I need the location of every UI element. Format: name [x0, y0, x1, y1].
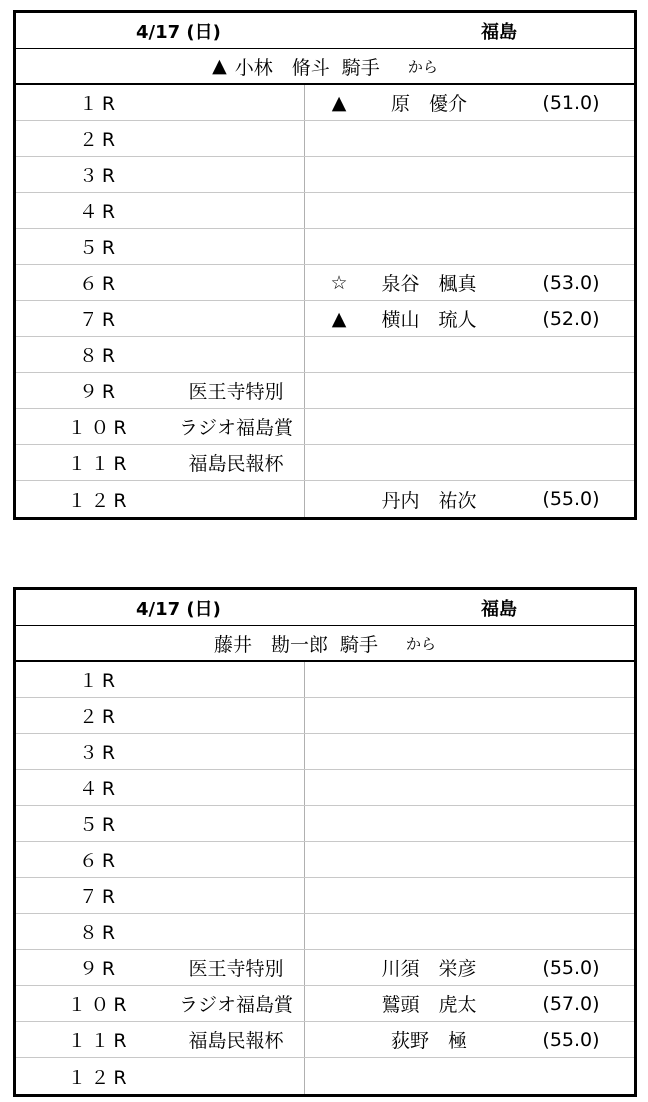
replacement-mark — [321, 770, 357, 805]
replacement-jockey — [364, 1058, 494, 1094]
jockey-title — [16, 626, 634, 660]
table-row — [16, 229, 634, 265]
replacement-mark — [321, 121, 357, 156]
table-row — [16, 481, 634, 517]
race-number: ４R — [78, 778, 120, 800]
column-divider — [304, 373, 305, 408]
table-row — [16, 806, 634, 842]
replacement-jockey — [364, 445, 494, 480]
replacement-jockey: 原 優介 — [390, 93, 467, 115]
column-divider — [304, 301, 305, 336]
column-divider — [304, 481, 305, 517]
replacement-weight — [536, 770, 606, 805]
race-name: 福島民報杯 — [188, 453, 284, 475]
race-number: ４R — [78, 201, 120, 223]
jockey-change-table-1 — [13, 10, 637, 520]
replacement-mark — [321, 950, 357, 985]
jockey-title-row — [16, 49, 634, 85]
column-divider — [304, 1058, 305, 1094]
replacement-weight: (55.0) — [542, 956, 600, 979]
race-number: ９R — [78, 381, 120, 403]
replacement-weight: (55.0) — [542, 488, 600, 510]
table-row — [16, 85, 634, 121]
replacement-jockey: 鷲頭 虎太 — [381, 994, 477, 1016]
race-name — [166, 481, 306, 517]
race-number: ８R — [78, 345, 120, 367]
column-divider — [304, 121, 305, 156]
replacement-weight: (55.0) — [542, 1028, 600, 1051]
table-row — [16, 950, 634, 986]
replacement-mark — [321, 445, 357, 480]
replacement-jockey: 泉谷 楓真 — [381, 273, 477, 295]
race-name: 医王寺特別 — [188, 958, 284, 980]
table-row — [16, 878, 634, 914]
venue-label: 福島 — [481, 598, 517, 620]
replacement-mark: ▲ — [331, 91, 347, 114]
replacement-jockey — [364, 337, 494, 372]
table-row — [16, 301, 634, 337]
jockey-mark: ▲ — [212, 55, 227, 77]
replacement-weight — [536, 878, 606, 913]
replacement-mark — [321, 806, 357, 841]
replacement-jockey — [364, 770, 494, 805]
table-row — [16, 734, 634, 770]
race-number: ３R — [78, 165, 120, 187]
race-number: ６R — [78, 273, 120, 295]
replacement-jockey: 横山 琉人 — [381, 309, 477, 331]
column-divider — [304, 950, 305, 985]
race-number: ９R — [78, 958, 120, 980]
race-number: ７R — [78, 309, 120, 331]
replacement-jockey — [364, 842, 494, 877]
column-divider — [304, 698, 305, 733]
column-divider — [304, 986, 305, 1021]
replacement-weight: (53.0) — [542, 271, 600, 294]
replacement-jockey — [364, 229, 494, 264]
venue-label: 福島 — [481, 21, 517, 43]
replacement-jockey: 丹内 祐次 — [381, 489, 477, 512]
table-row — [16, 986, 634, 1022]
table-row — [16, 265, 634, 301]
table-row — [16, 373, 634, 409]
replacement-mark — [321, 409, 357, 444]
replacement-jockey — [364, 914, 494, 949]
replacement-weight — [536, 193, 606, 228]
replacement-jockey — [364, 193, 494, 228]
race-name — [166, 770, 306, 805]
jockey-suffix: 騎手 — [339, 633, 378, 656]
jockey-name: 藤井 勘一郎 — [213, 633, 328, 656]
race-number: ８R — [78, 922, 120, 944]
jockey-title-row — [16, 626, 634, 662]
replacement-mark — [321, 193, 357, 228]
race-name — [166, 229, 306, 264]
race-rows — [16, 662, 634, 1094]
race-number: １R — [78, 93, 120, 115]
replacement-weight: (57.0) — [542, 992, 600, 1015]
race-name — [166, 121, 306, 156]
race-rows — [16, 85, 634, 517]
race-name — [166, 842, 306, 877]
race-name — [166, 662, 306, 697]
column-divider — [304, 1022, 305, 1057]
race-name — [166, 301, 306, 336]
replacement-jockey — [364, 662, 494, 697]
column-divider — [304, 229, 305, 264]
race-name: ラジオ福島賞 — [178, 994, 293, 1016]
replacement-mark — [321, 842, 357, 877]
replacement-weight — [536, 229, 606, 264]
replacement-mark — [321, 1058, 357, 1094]
replacement-jockey — [364, 806, 494, 841]
replacement-mark — [321, 698, 357, 733]
table-row — [16, 662, 634, 698]
race-name — [166, 1058, 306, 1094]
column-divider — [304, 193, 305, 228]
column-divider — [304, 842, 305, 877]
replacement-weight — [536, 662, 606, 697]
replacement-mark — [321, 914, 357, 949]
column-divider — [304, 85, 305, 120]
table-row — [16, 193, 634, 229]
replacement-weight — [536, 914, 606, 949]
replacement-weight — [536, 445, 606, 480]
replacement-weight — [536, 842, 606, 877]
replacement-jockey: 荻野 極 — [390, 1030, 467, 1052]
column-divider — [304, 265, 305, 300]
race-number: １０R — [67, 417, 131, 439]
table-row — [16, 445, 634, 481]
date-label: 4/17 (日) — [136, 598, 221, 620]
replacement-mark — [321, 481, 357, 517]
race-number: １１R — [67, 453, 131, 475]
table-row — [16, 157, 634, 193]
replacement-mark — [321, 986, 357, 1021]
replacement-mark — [321, 373, 357, 408]
race-number: ５R — [78, 814, 120, 836]
replacement-mark — [321, 157, 357, 192]
table-row — [16, 121, 634, 157]
column-divider — [304, 445, 305, 480]
jockey-change-table-2 — [13, 587, 637, 1097]
replacement-jockey — [364, 698, 494, 733]
race-name — [166, 914, 306, 949]
race-name: ラジオ福島賞 — [178, 417, 293, 439]
race-number: ２R — [78, 706, 120, 728]
race-number: １０R — [67, 994, 131, 1016]
table-row — [16, 842, 634, 878]
race-number: １１R — [67, 1030, 131, 1052]
race-name — [166, 265, 306, 300]
race-number: ３R — [78, 742, 120, 764]
replacement-weight: (52.0) — [542, 307, 600, 330]
replacement-weight — [536, 698, 606, 733]
table-header-row — [16, 13, 634, 49]
table-row — [16, 770, 634, 806]
race-name — [166, 698, 306, 733]
replacement-weight — [536, 157, 606, 192]
table-row — [16, 409, 634, 445]
replacement-jockey — [364, 878, 494, 913]
race-number: ７R — [78, 886, 120, 908]
table-row — [16, 337, 634, 373]
table-row — [16, 1058, 634, 1094]
jockey-suffix: 騎手 — [341, 56, 380, 79]
replacement-mark — [321, 734, 357, 769]
race-number: １２R — [67, 489, 131, 512]
race-name — [166, 193, 306, 228]
column-divider — [304, 409, 305, 444]
race-name — [166, 734, 306, 769]
race-number: ６R — [78, 850, 120, 872]
jockey-title — [16, 49, 634, 83]
column-divider — [304, 337, 305, 372]
replacement-mark — [321, 662, 357, 697]
race-name — [166, 157, 306, 192]
column-divider — [304, 806, 305, 841]
race-name — [166, 337, 306, 372]
column-divider — [304, 878, 305, 913]
replacement-mark — [321, 1022, 357, 1057]
jockey-name: 小林 脩斗 — [234, 56, 330, 79]
replacement-jockey — [364, 121, 494, 156]
replacement-weight — [536, 337, 606, 372]
race-number: ５R — [78, 237, 120, 259]
race-name — [166, 878, 306, 913]
replacement-jockey — [364, 373, 494, 408]
table-row — [16, 914, 634, 950]
replacement-weight — [536, 734, 606, 769]
replacement-mark: ▲ — [331, 307, 347, 330]
table-row — [16, 698, 634, 734]
race-number: １２R — [67, 1066, 131, 1089]
replacement-weight — [536, 1058, 606, 1094]
replacement-weight — [536, 409, 606, 444]
replacement-jockey — [364, 409, 494, 444]
replacement-weight — [536, 373, 606, 408]
replacement-mark — [321, 878, 357, 913]
replacement-mark — [321, 337, 357, 372]
column-divider — [304, 734, 305, 769]
race-number: ２R — [78, 129, 120, 151]
table-header-row — [16, 590, 634, 626]
column-divider — [304, 770, 305, 805]
replacement-jockey — [364, 734, 494, 769]
date-label: 4/17 (日) — [136, 21, 221, 43]
race-name — [166, 85, 306, 120]
column-divider — [304, 914, 305, 949]
replacement-mark: ☆ — [330, 271, 348, 294]
replacement-jockey: 川須 栄彦 — [381, 958, 477, 980]
replacement-weight — [536, 121, 606, 156]
race-name: 福島民報杯 — [188, 1030, 284, 1052]
race-name — [166, 806, 306, 841]
table-row — [16, 1022, 634, 1058]
from-label: から — [406, 634, 437, 653]
column-divider — [304, 157, 305, 192]
from-label: から — [407, 57, 438, 76]
replacement-mark — [321, 229, 357, 264]
replacement-weight: (51.0) — [542, 91, 600, 114]
race-name: 医王寺特別 — [188, 381, 284, 403]
race-number: １R — [78, 670, 120, 692]
replacement-jockey — [364, 157, 494, 192]
column-divider — [304, 662, 305, 697]
replacement-weight — [536, 806, 606, 841]
